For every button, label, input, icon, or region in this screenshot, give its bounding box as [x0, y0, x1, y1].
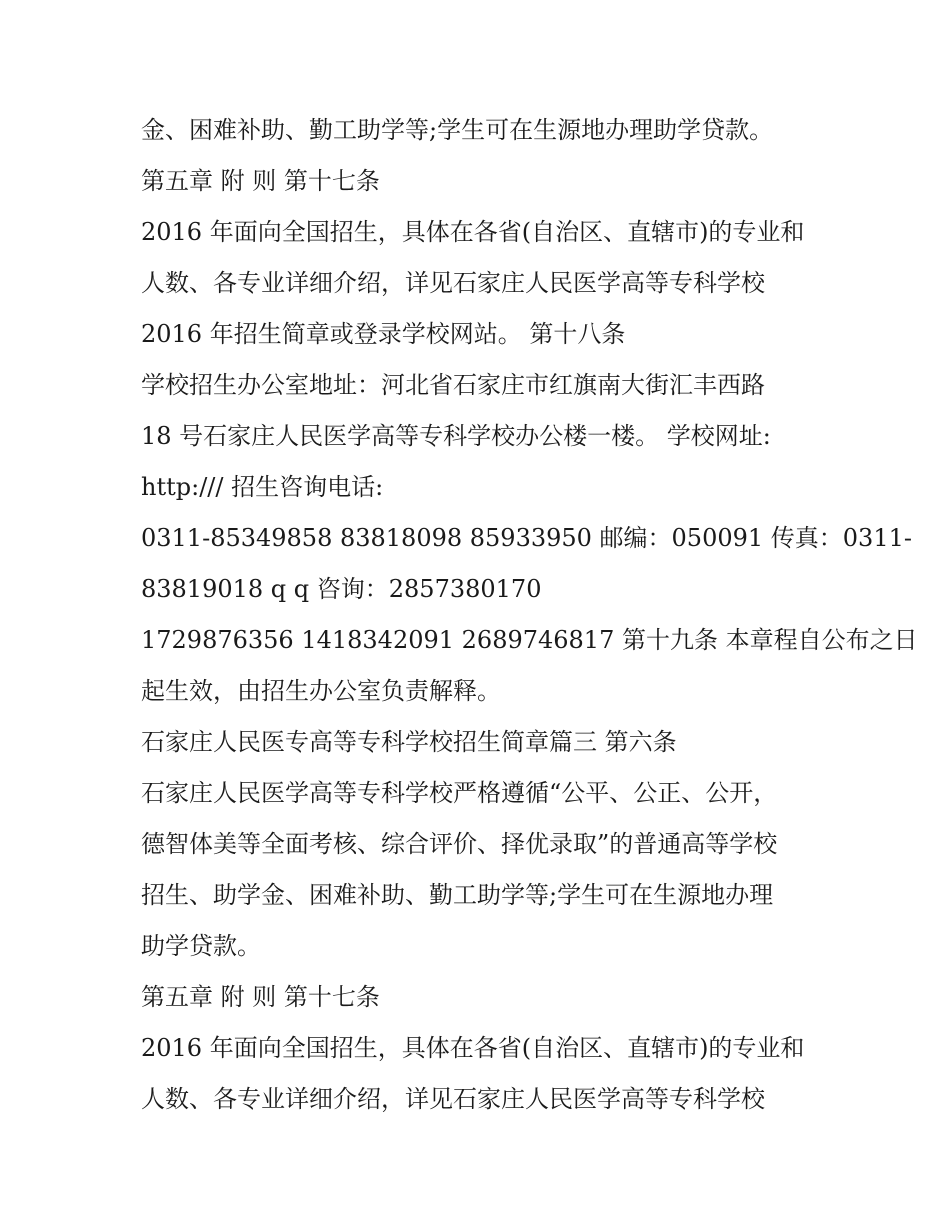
text-line: 0311-85349858 83818098 85933950 邮编：050091 传真：0311- — [141, 524, 912, 552]
document-body — [141, 105, 918, 1125]
text-line: 2016 年招生简章或登录学校网站。 第十八条 — [141, 320, 626, 348]
text-line: 石家庄人民医学高等专科学校严格遵循“公平、公正、公开， — [141, 779, 778, 807]
text-line: 18 号石家庄人民医学高等专科学校办公楼一楼。 学校网址: — [141, 422, 771, 450]
text-line: 人数、各专业详细介绍，详见石家庄人民医学高等专科学校 — [141, 1085, 765, 1113]
text-line: 2016 年面向全国招生，具体在各省(自治区、直辖市)的专业和 — [141, 218, 805, 246]
text-line: 起生效，由招生办公室负责解释。 — [141, 677, 501, 705]
text-line: 石家庄人民医专高等专科学校招生简章篇三 第六条 — [141, 728, 677, 756]
text-line: 1729876356 1418342091 2689746817 第十九条 本章程自公布之日 — [141, 626, 918, 654]
text-line: http:/// 招生咨询电话: — [141, 473, 384, 501]
text-line: 金、困难补助、勤工助学等;学生可在生源地办理助学贷款。 — [141, 116, 774, 144]
text-line: 83819018 q q 咨询：2857380170 — [141, 575, 542, 603]
text-line: 招生、助学金、困难补助、勤工助学等;学生可在生源地办理 — [141, 881, 774, 909]
text-line: 2016 年面向全国招生，具体在各省(自治区、直辖市)的专业和 — [141, 1034, 805, 1062]
text-line: 第五章 附 则 第十七条 — [141, 983, 380, 1011]
text-line: 助学贷款。 — [141, 932, 261, 960]
text-line: 学校招生办公室地址：河北省石家庄市红旗南大街汇丰西路 — [141, 371, 765, 399]
text-line: 德智体美等全面考核、综合评价、择优录取”的普通高等学校 — [141, 830, 778, 858]
text-line: 第五章 附 则 第十七条 — [141, 167, 380, 195]
text-line: 人数、各专业详细介绍，详见石家庄人民医学高等专科学校 — [141, 269, 765, 297]
